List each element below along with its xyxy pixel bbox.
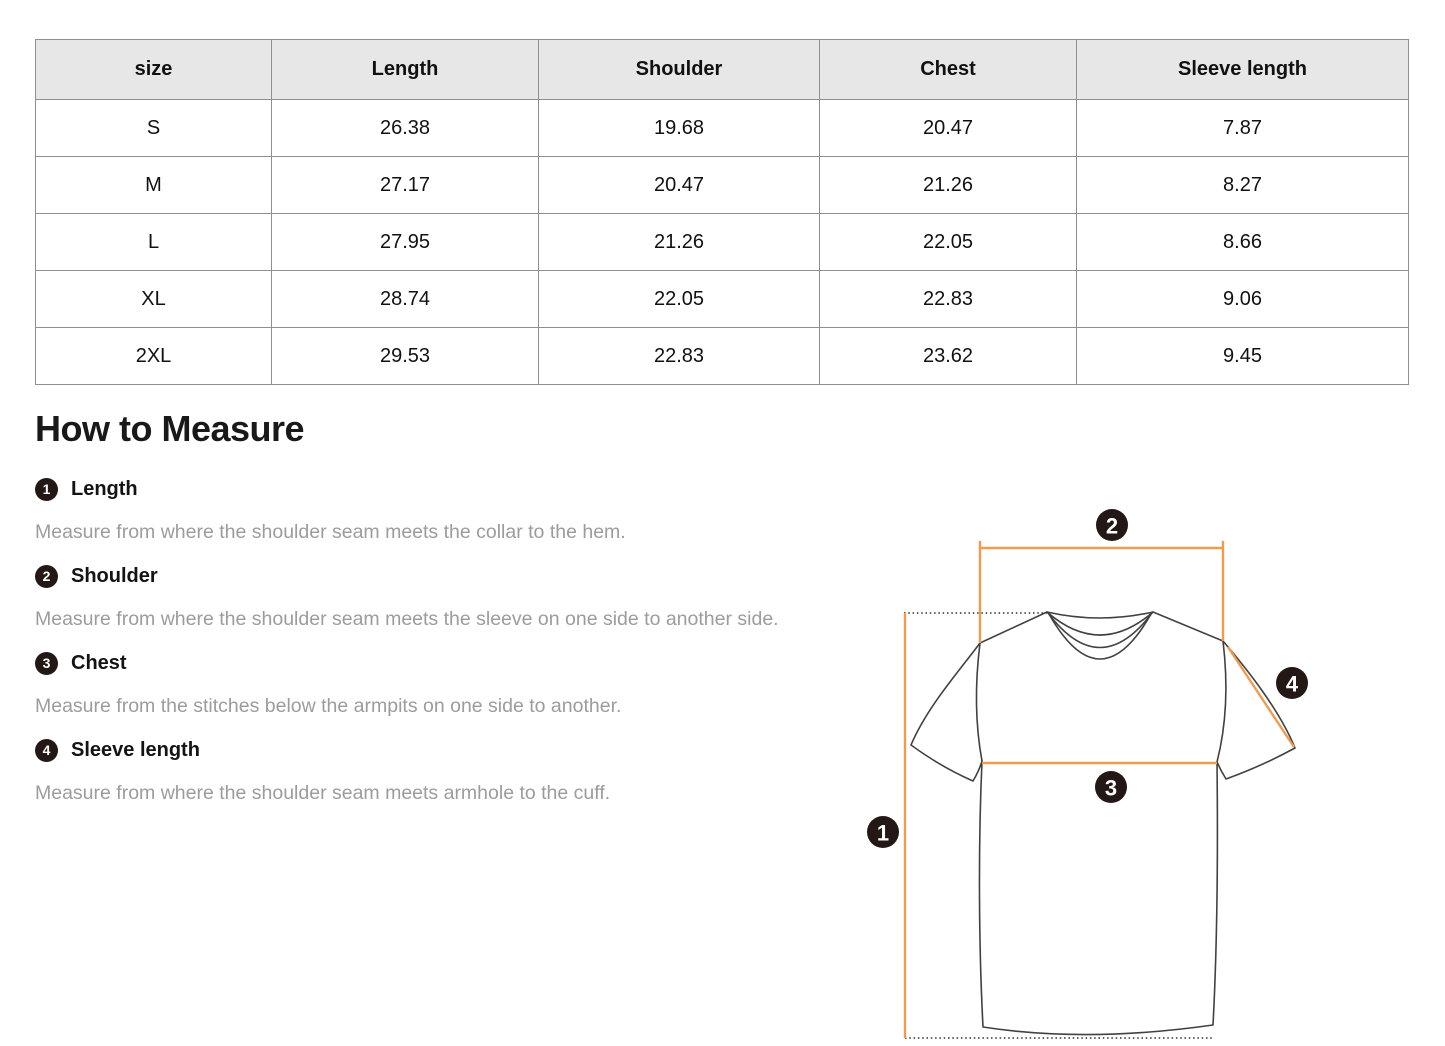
shoulder-cell: 21.26 xyxy=(539,214,820,271)
chest-cell: 23.62 xyxy=(820,328,1077,385)
tshirt-measure-diagram xyxy=(865,495,1335,1046)
measure-item-description: Measure from where the shoulder seam meets armhole to the cuff. xyxy=(35,782,611,804)
size-chart-table xyxy=(35,39,1409,385)
table-row-xl xyxy=(36,271,1409,328)
how-to-measure-title: How to Measure xyxy=(35,408,305,449)
measure-item-label: Length xyxy=(71,478,138,500)
length-cell: 29.53 xyxy=(272,328,539,385)
measure-item-description: Measure from where the shoulder seam meets the collar to the hem. xyxy=(35,521,626,543)
sleeve-length-cell: 8.66 xyxy=(1077,214,1409,271)
measure-item-shoulder xyxy=(35,563,915,589)
measure-item-label: Sleeve length xyxy=(71,739,200,761)
size-cell: 2XL xyxy=(36,328,272,385)
tshirt-outline xyxy=(911,612,1295,1035)
table-header-row xyxy=(36,40,1409,100)
badge-1-number: 1 xyxy=(876,820,890,846)
length-cell: 27.95 xyxy=(272,214,539,271)
column-header-chest: Chest xyxy=(820,40,1077,100)
measure-item-description: Measure from the stitches below the armpits on one side to another. xyxy=(35,695,622,717)
number-1-badge: 1 xyxy=(35,478,58,501)
shoulder-cell: 19.68 xyxy=(539,100,820,157)
chest-cell: 21.26 xyxy=(820,157,1077,214)
table-row-2xl xyxy=(36,328,1409,385)
shoulder-cell: 22.05 xyxy=(539,271,820,328)
shoulder-cell: 22.83 xyxy=(539,328,820,385)
table-row-m xyxy=(36,157,1409,214)
sleeve-length-cell: 9.45 xyxy=(1077,328,1409,385)
measure-instructions-list xyxy=(35,476,915,824)
chest-cell: 20.47 xyxy=(820,100,1077,157)
sleeve-length-cell: 8.27 xyxy=(1077,157,1409,214)
length-cell: 28.74 xyxy=(272,271,539,328)
tshirt-body-path xyxy=(911,612,1295,1035)
chest-cell: 22.83 xyxy=(820,271,1077,328)
column-header-length: Length xyxy=(272,40,539,100)
number-4-badge: 4 xyxy=(35,739,58,762)
sleeve-length-cell: 7.87 xyxy=(1077,100,1409,157)
measure-item-description: Measure from where the shoulder seam meets the sleeve on one side to another side. xyxy=(35,608,779,630)
size-cell: S xyxy=(36,100,272,157)
sleeve-length-cell: 9.06 xyxy=(1077,271,1409,328)
measure-item-length xyxy=(35,476,915,502)
measure-item-label: Shoulder xyxy=(71,565,158,587)
badge-3-number: 3 xyxy=(1104,775,1118,801)
table-row-l xyxy=(36,214,1409,271)
length-cell: 26.38 xyxy=(272,100,539,157)
column-header-sleeve-length: Sleeve length xyxy=(1077,40,1409,100)
column-header-shoulder: Shoulder xyxy=(539,40,820,100)
size-cell: XL xyxy=(36,271,272,328)
badge-4-number: 4 xyxy=(1285,671,1299,697)
measure-item-label: Chest xyxy=(71,652,127,674)
length-cell: 27.17 xyxy=(272,157,539,214)
column-header-size: size xyxy=(36,40,272,100)
size-cell: L xyxy=(36,214,272,271)
badge-2-number: 2 xyxy=(1105,513,1119,539)
measure-item-chest xyxy=(35,650,915,676)
size-cell: M xyxy=(36,157,272,214)
shoulder-cell: 20.47 xyxy=(539,157,820,214)
number-2-badge: 2 xyxy=(35,565,58,588)
measure-item-sleeve-length xyxy=(35,737,915,763)
chest-cell: 22.05 xyxy=(820,214,1077,271)
table-row-s xyxy=(36,100,1409,157)
number-3-badge: 3 xyxy=(35,652,58,675)
